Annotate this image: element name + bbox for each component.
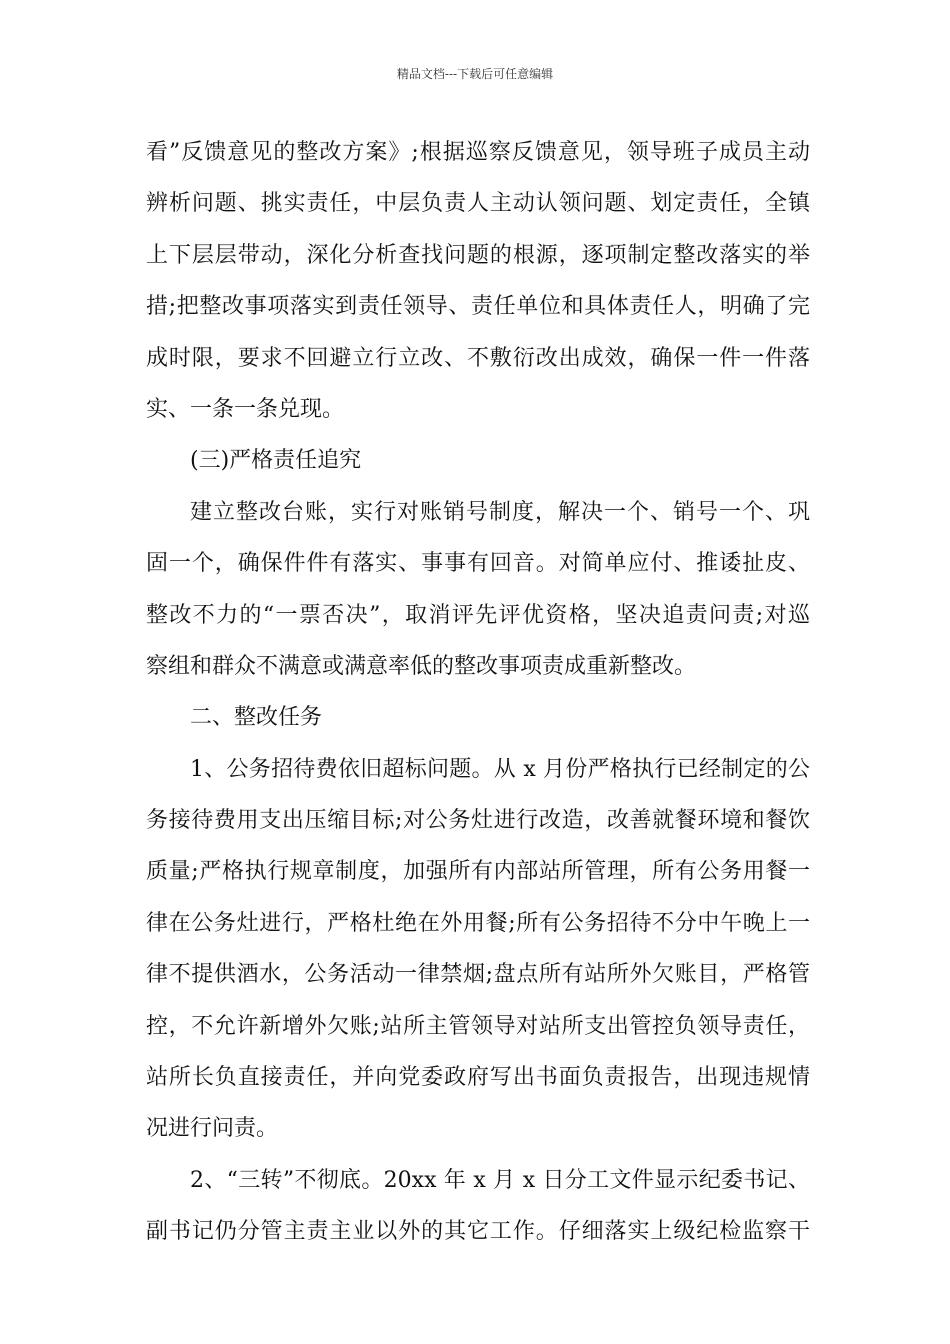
section-heading: 二、整改任务 [190,705,323,731]
paragraph-line: 质量;严格执行规章制度，加强所有内部站所管理，所有公务用餐一 [146,859,810,885]
paragraph-line: 察组和群众不满意或满意率低的整改事项责成重新整改。 [146,653,697,679]
paragraph-line: 律在公务灶进行，严格杜绝在外用餐;所有公务招待不分中午晚上一 [146,910,810,936]
paragraph-line: 实、一条一条兑现。 [146,396,345,422]
paragraph-line: 上下层层带动，深化分析查找问题的根源，逐项制定整改落实的举 [146,242,810,268]
paragraph-line: 辨析问题、挑实责任，中层负责人主动认领问题、划定责任，全镇 [146,191,810,217]
paragraph-line: 况进行问责。 [146,1116,279,1142]
paragraph-line: 务接待费用支出压缩目标;对公务灶进行改造，改善就餐环境和餐饮 [146,808,810,834]
document-body [146,130,810,1261]
paragraph-line: 站所长负直接责任，并向党委政府写出书面负责报告，出现违规情 [146,1065,810,1091]
section-heading: (三)严格责任追究 [190,448,362,474]
paragraph-line: 建立整改台账，实行对账销号制度，解决一个、销号一个、巩 [190,499,810,525]
paragraph-line: 2、“三转”不彻底。20xx 年 x 月 x 日分工文件显示纪委书记、 [190,1167,810,1193]
paragraph-line: 成时限，要求不回避立行立改、不敷衍改出成效，确保一件一件落 [146,345,810,371]
page-header: 精品文档---下载后可任意编辑 [396,67,554,81]
paragraph-line: 1、公务招待费依旧超标问题。从 x 月份严格执行已经制定的公 [190,756,810,782]
paragraph-line: 律不提供酒水，公务活动一律禁烟;盘点所有站所外欠账目，严格管 [146,962,810,988]
paragraph-line: 固一个，确保件件有落实、事事有回音。对简单应付、推诿扯皮、 [146,551,810,577]
paragraph-line: 措;把整改事项落实到责任领导、责任单位和具体责任人，明确了完 [146,294,810,320]
paragraph-line: 整改不力的“一票否决”，取消评先评优资格，坚决追责问责;对巡 [146,602,810,628]
paragraph-line: 副书记仍分管主责主业以外的其它工作。仔细落实上级纪检监察干 [146,1219,810,1245]
paragraph-line: 看”反馈意见的整改方案》;根据巡察反馈意见，领导班子成员主动 [146,140,810,165]
paragraph-line: 控，不允许新增外欠账;站所主管领导对站所支出管控负领导责任， [146,1013,810,1039]
